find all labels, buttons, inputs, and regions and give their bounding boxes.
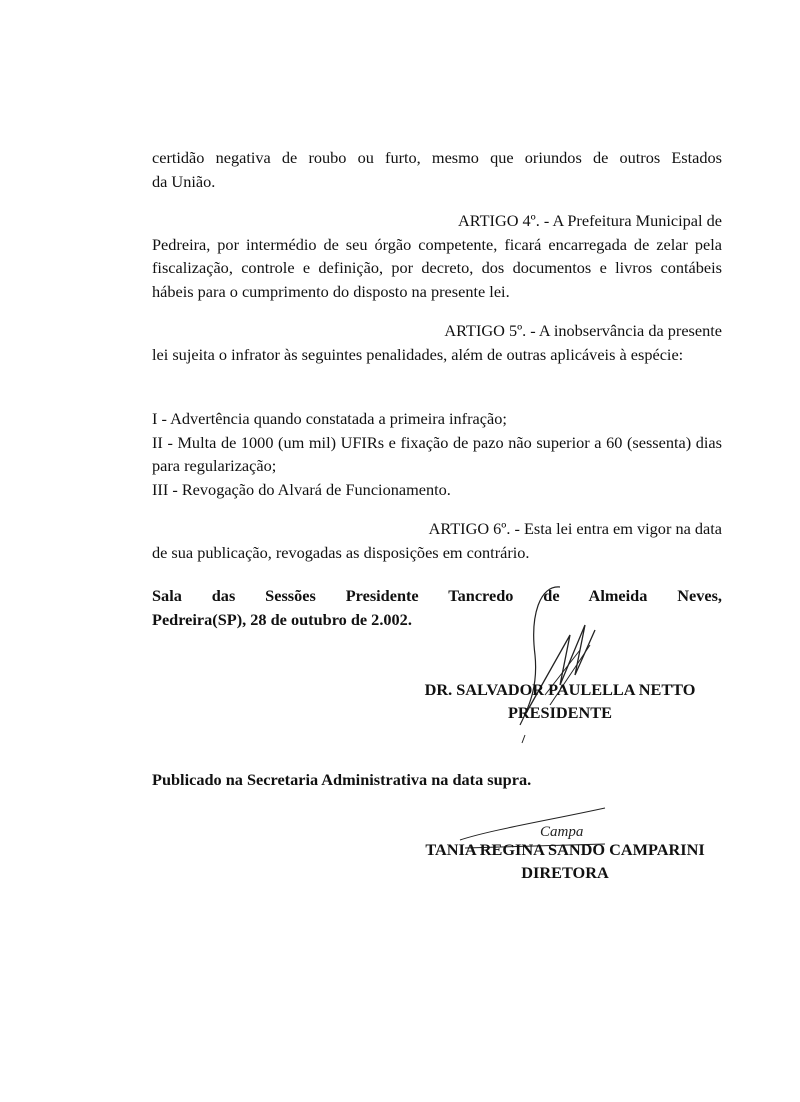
- closing-line-1: Sala das Sessões Presidente Tancredo de Almeida Neves,: [152, 586, 722, 605]
- director-signature-text: Campa: [540, 824, 584, 840]
- artigo-5-body: lei sujeita o infrator às seguintes penalidades, além de outras aplicáveis à espécie:: [152, 344, 684, 364]
- artigo-4: [152, 209, 722, 303]
- intro-line-2: da União.: [152, 171, 216, 191]
- artigo-5: [152, 319, 722, 366]
- penalty-item: I - Advertência quando constatada a primeira infração;: [152, 409, 507, 428]
- artigo-6-heading: ARTIGO 6º. - Esta lei entra em vigor na data: [428, 519, 722, 538]
- intro-paragraph: [152, 146, 722, 193]
- artigo-4-body: Pedreira, por intermédio de seu órgão competente, ficará encarregada de zelar pela fiscalização, controle e definição, por decreto, dos documentos e livros contábeis hábeis para o cumprimento do disposto na presente lei.: [152, 234, 722, 301]
- president-title: PRESIDENTE: [507, 703, 613, 722]
- artigo-5-heading: ARTIGO 5º. - A inobservância da presente: [444, 321, 722, 340]
- closing: [152, 584, 722, 631]
- president-name: DR. SALVADOR PAULELLA NETTO: [424, 680, 696, 699]
- artigo-4-heading: ARTIGO 4º. - A Prefeitura Municipal de: [457, 211, 722, 230]
- director-name: TANIA REGINA SANDO CAMPARINI: [425, 840, 705, 859]
- artigo-6: [152, 517, 722, 564]
- penalties-list: [152, 407, 722, 501]
- closing-line-2: Pedreira(SP), 28 de outubro de 2.002.: [152, 609, 412, 629]
- artigo-6-body: de sua publicação, revogadas as disposições em contrário.: [152, 542, 530, 562]
- penalty-item: II - Multa de 1000 (um mil) UFIRs e fixação de pazo não superior a 60 (sessenta) dias para regularização;: [152, 432, 722, 476]
- director-title: DIRETORA: [521, 863, 609, 882]
- publication-note: Publicado na Secretaria Administrativa na data supra.: [152, 770, 532, 789]
- penalty-item: III - Revogação do Alvará de Funcionamento.: [152, 479, 451, 499]
- intro-line-1: certidão negativa de roubo ou furto, mesmo que oriundos de outros Estados: [152, 148, 722, 167]
